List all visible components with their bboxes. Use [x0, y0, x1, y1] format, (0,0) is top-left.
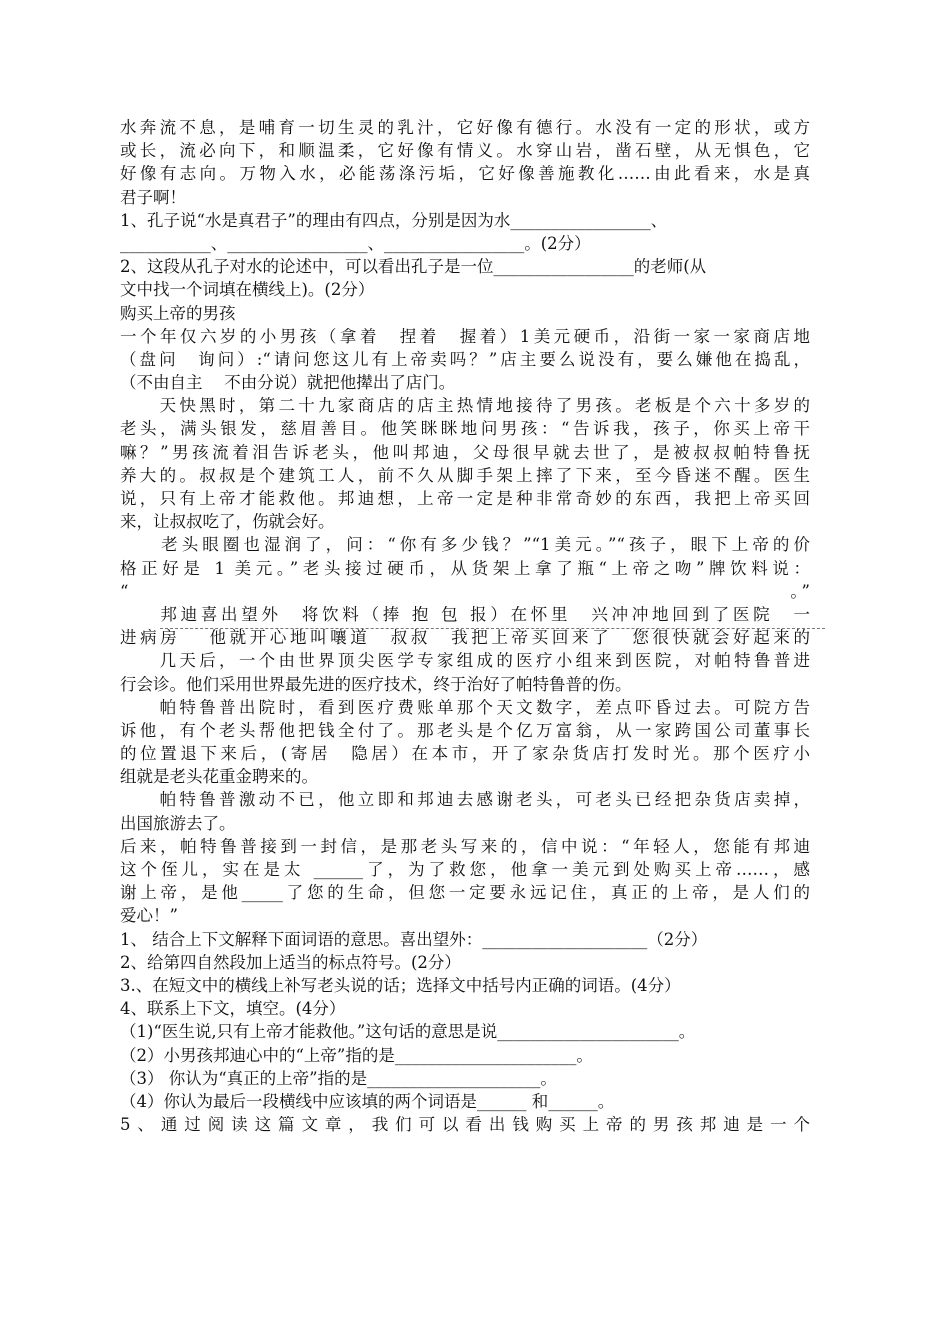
question-line: 2、这段从孔子对水的论述中，可以看出孔子是一位_________________的老师(从 [120, 257, 707, 277]
question-line: 2、给第四自然段加上适当的标点符号。(2分） [120, 952, 461, 972]
text-line: 邦迪喜出望外 将饮料（捧 抱 包 报）在怀里 兴冲冲地回到了医院 一 [120, 604, 810, 624]
text-line: 老头，满头银发，慈眉善目。他笑眯眯地问男孩：“告诉我，孩子，你买上帝干 [120, 419, 810, 439]
text-line: 后来，帕特鲁普接到一封信，是那老头写来的，信中说：“年轻人，您能有邦迪 [120, 836, 810, 856]
question-line: 1、孔子说“水是真君子”的理由有四点，分别是因为水_________________、 [120, 210, 668, 230]
question-line: （2）小男孩邦迪心中的“上帝”指的是______________________。 [120, 1045, 593, 1065]
document-page [120, 116, 810, 1136]
text-line: 一个年仅六岁的小男孩（拿着 捏着 握着）1美元硬币，沿街一家一家商店地 [120, 326, 810, 346]
question-line: 文中找一个词填在横线上)。(2分） [120, 280, 375, 300]
question-line: 4、联系上下文，填空。(4分） [120, 999, 346, 1019]
question-line: 1、 结合上下文解释下面词语的意思。喜出望外：____________________（2分） [120, 929, 708, 949]
text-line: 君子啊！ [120, 187, 186, 207]
question-line: 5、通过阅读这篇文章，我们可以看出钱购买上帝的男孩邦迪是一个 [120, 1115, 810, 1135]
text-line: 组就是老头花重金聘来的。 [120, 767, 318, 787]
question-line: （4）你认为最后一段横线中应该填的两个词语是______ 和______。 [120, 1091, 615, 1111]
text-line: 行会诊。他们采用世界最先进的医疗技术，终于治好了帕特鲁普的伤。 [120, 674, 632, 694]
text-line: （不由自主 不由分说）就把他撵出了店门。 [120, 373, 456, 393]
text-line: 老头眼圈也湿润了，问：“你有多少钱？”“1美元。”“孩子，眼下上帝的价 [120, 535, 810, 555]
text-line: 帕特鲁普激动不已，他立即和邦迪去感谢老头，可老头已经把杂货店卖掉， [120, 790, 810, 810]
text-line: （盘问 询问）:“请问您这儿有上帝卖吗？”店主要么说没有，要么嫌他在捣乱， [120, 349, 810, 369]
blank-quote-line: “ 。” [120, 581, 810, 601]
text-line: 天快黑时，第二十九家商店的店主热情地接待了男孩。老板是个六十多岁的 [120, 396, 810, 416]
text-line: 养大的。叔叔是个建筑工人，前不久从脚手架上摔了下来，至今昏迷不醒。医生 [120, 465, 810, 485]
dotted-divider [160, 628, 825, 629]
text-line: 格正好是 1 美元。”老头接过硬币，从货架上拿了瓶“上帝之吻”牌饮料说： [120, 558, 810, 578]
text-line: 嘛？”男孩流着泪告诉老头，他叫邦迪，父母很早就去世了，是被叔叔帕特鲁抚 [120, 442, 810, 462]
text-line: 来，让叔叔吃了，伤就会好。 [120, 512, 335, 532]
question-line: （3） 你认为“真正的上帝”指的是_____________________。 [120, 1068, 557, 1088]
question-line: 3.、在短文中的横线上补写老头说的话；选择文中括号内正确的词语。(4分） [120, 975, 681, 995]
text-line: 几天后，一个由世界顶尖医学专家组成的医疗小组来到医院，对帕特鲁普进 [120, 651, 810, 671]
question-line: （1)“医生说,只有上帝才能救他。”这句话的意思是说______________________。 [120, 1022, 696, 1042]
text-line: 或长，流必向下，和顺温柔，它好像有情义。水穿山岩，凿石壁，从无惧色，它 [120, 141, 810, 161]
story-title: 购买上帝的男孩 [120, 303, 236, 323]
question-line: ___________、_________________、_________________。(2分） [120, 233, 591, 253]
text-line: 这个侄儿，实在是太 ______了，为了救您，他拿一美元到处购买上帝……，感 [120, 860, 810, 879]
text-line: 进病房 他就开心地叫嚷道 叔叔 我把上帝买回来了 您很快就会好起来的 [120, 628, 810, 648]
text-line: 说，只有上帝才能救他。邦迪想，上帝一定是种非常奇妙的东西，我把上帝买回 [120, 489, 810, 508]
text-line: 帕特鲁普出院时，看到医疗费账单那个天文数字，差点吓昏过去。可院方告 [120, 697, 810, 717]
text-line: 谢上帝，是他_____了您的生命，但您一定要永远记住，真正的上帝，是人们的 [120, 883, 810, 903]
text-line: 好像有志向。万物入水，必能荡涤污垢，它好像善施教化……由此看来，水是真 [120, 164, 810, 184]
text-line: 出国旅游去了。 [120, 813, 236, 833]
text-line: 爱心！” [120, 906, 178, 926]
text-line: 水奔流不息，是哺育一切生灵的乳汁，它好像有德行。水没有一定的形状，或方 [120, 118, 810, 137]
text-line: 的位置退下来后，(寄居 隐居）在本市，开了家杂货店打发时光。那个医疗小 [120, 744, 810, 764]
text-line: 诉他，有个老头帮他把钱全付了。那老头是个亿万富翁，从一家跨国公司董事长 [120, 720, 810, 740]
